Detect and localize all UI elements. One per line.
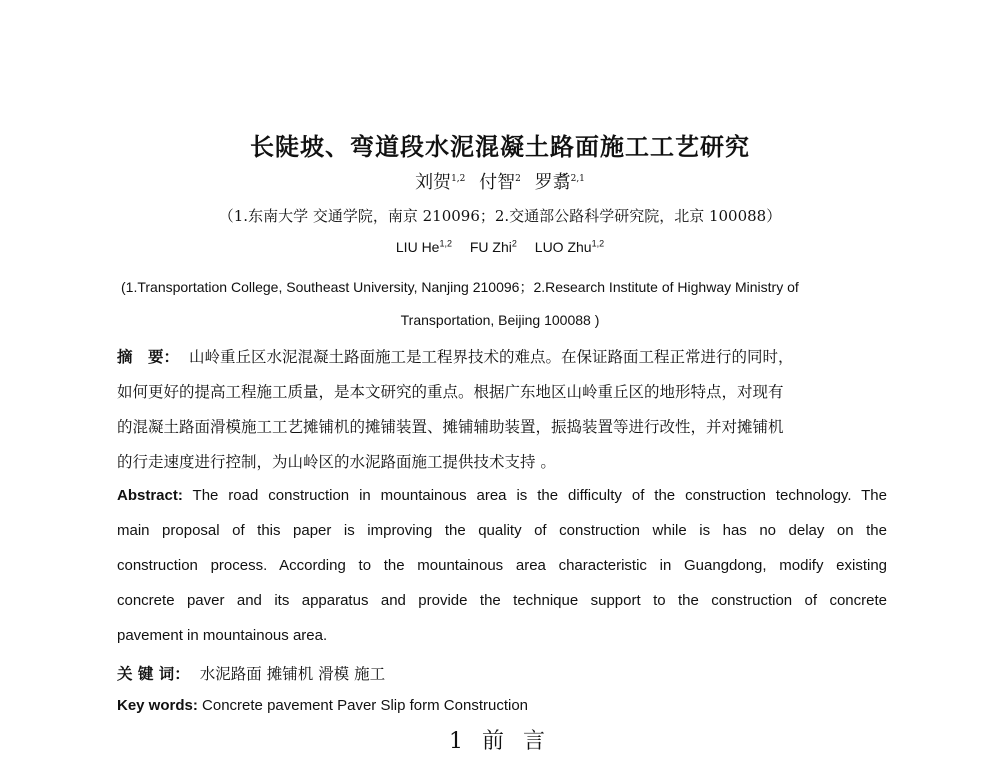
abstract-cn-line-4: 的行走速度进行控制，为山岭区的水泥路面施工提供技术支持 。 — [117, 453, 556, 471]
author-cn-3: 罗翥$^{2,1}$ — [534, 172, 585, 193]
abstract-cn-line-2: 如何更好的提高工程施工质量，是本文研究的重点。根据广东地区山岭重丘区的地形特点，对现有 — [117, 383, 784, 401]
affiliation-en-line-1: (1.Transportation College, Southeast University, Nanjing 210096；2.Research Institute of Highway Ministry of — [121, 279, 799, 295]
abstract-en-line-4: concrete paver and its apparatus and provide the technique support to the construction of concrete — [117, 592, 887, 609]
keywords-cn-label: 关 键 词： — [117, 665, 190, 683]
keywords-cn — [117, 662, 385, 684]
abstract-en-line-3: construction process. According to the mountainous area characteristic in Guangdong, modify existing — [117, 557, 887, 574]
author-en-1: LIU He$^{1,2}$ — [395, 238, 452, 255]
keywords-en-label: Key words: — [117, 697, 198, 714]
keywords-en — [117, 697, 528, 714]
keywords-en-text: Concrete pavement Paver Slip form Construction — [202, 697, 529, 714]
authors-cn — [0, 168, 1000, 194]
abstract-cn-line-1 — [117, 345, 794, 367]
abstract-en-line-5: pavement in mountainous area. — [117, 627, 328, 644]
author-cn-2: 付智$^2$ — [479, 172, 521, 193]
section-heading: 1 前 言 — [449, 729, 551, 754]
author-en-2: FU Zhi$^2$ — [469, 238, 517, 255]
abstract-cn-line-3: 的混凝土路面滑模施工工艺摊铺机的摊铺装置、摊铺辅助装置，振捣装置等进行改性，并对摊铺机 — [117, 418, 784, 436]
abstract-en-text-1: The road construction in mountainous area is the difficulty of the construction technology. The — [192, 487, 887, 504]
affiliation-cn: （1.东南大学 交通学院，南京 210096；2.交通部公路科学研究院，北京 100088） — [218, 207, 782, 225]
abstract-en-line-2: main proposal of this paper is improving the quality of construction while is has no delay on the — [117, 522, 887, 539]
keywords-cn-text: 水泥路面 摊铺机 滑模 施工 — [199, 665, 386, 683]
abstract-en-label: Abstract: — [117, 487, 183, 504]
paper-title: 长陡坡、弯道段水泥混凝土路面施工工艺研究 — [250, 132, 750, 161]
abstract-cn-text-1: 山岭重丘区水泥混凝土路面施工是工程界技术的难点。在保证路面工程正常进行的同时， — [189, 348, 794, 366]
authors-en — [0, 239, 1000, 255]
affiliation-en-line-2: Transportation, Beijing 100088 ) — [400, 312, 600, 328]
author-en-3: LUO Zhu$^{1,2}$ — [534, 238, 605, 255]
abstract-cn-label: 摘 要： — [117, 348, 180, 366]
abstract-en-line-1 — [117, 487, 887, 504]
author-cn-1: 刘贺$^{1,2}$ — [415, 172, 466, 193]
